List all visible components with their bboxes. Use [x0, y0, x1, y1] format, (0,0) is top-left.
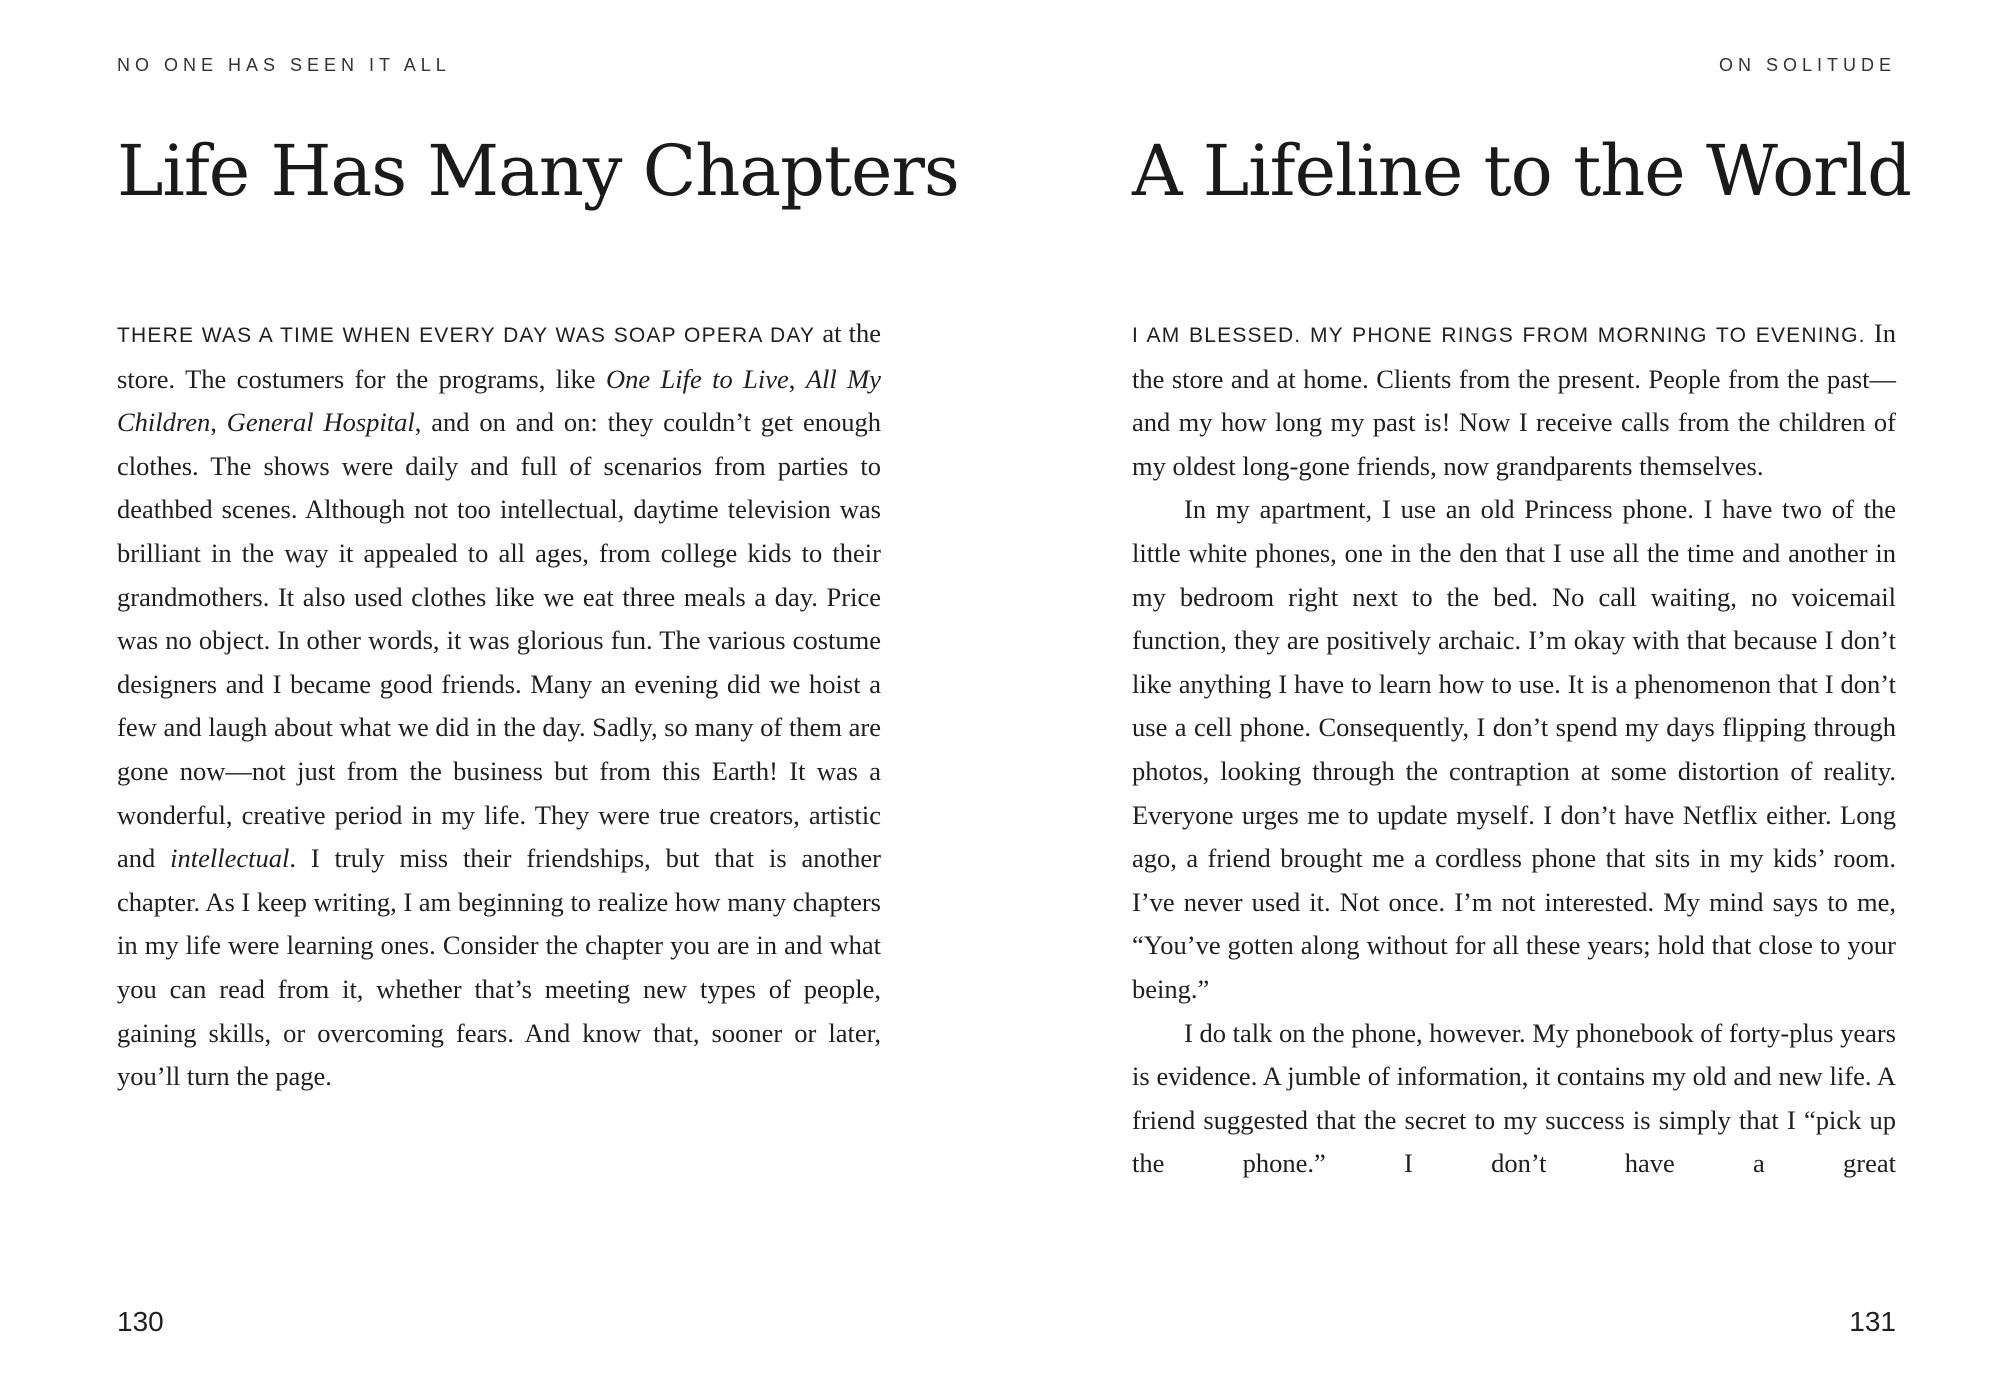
lead-in-caps: THERE WAS A TIME WHEN EVERY DAY WAS SOAP OPERA DAY	[117, 324, 816, 347]
running-head: ON SOLITUDE	[1718, 55, 1896, 75]
right-page	[1132, 0, 1911, 1394]
italic-title: One Life to Live	[605, 363, 789, 394]
left-page	[117, 0, 959, 1394]
text-run: ,	[210, 407, 227, 438]
italic-word: intellectual	[170, 843, 290, 874]
text-run: at the store. The costumers for the programs, like	[117, 318, 881, 394]
text-run: , and on and on: they couldn’t get enough clothes. The shows were daily and full of scenarios from parties to deathbed scenes. Although not too intellectual, daytime television was brilliant in the way it appealed to all ages, from college kids to their grandmothers. It also used clothes like we eat three meals a day. Price was no object. In other words, it was glorious fun. The various costume designers and I became good friends. Many an evening did we hoist a few and laugh about what we did in the day. Sadly, so many of them are gone now—not just from the business but from this Earth! It was a wonderful, creative period in my life. They were true creators, artistic and	[117, 407, 882, 874]
page-number: 131	[1849, 1306, 1896, 1337]
paragraph: In my apartment, I use an old Princess phone. I have two of the little white phones, one in the den that I use all the time and another in my bedroom right next to the bed. No call waiting, no voicemail function, they are positively archaic. I’m okay with that because I don’t like anything I have to learn how to use. It is a phenomenon that I don’t use a cell phone. Consequently, I don’t spend my days flipping through photos, looking through the contraption at some distortion of reality. Everyone urges me to update myself. I don’t have Netflix either. Long ago, a friend brought me a cordless phone that sits in my kids’ room. I’ve never used it. Not once. I’m not interested. My mind says to me, “You’ve gotten along without for all these years; hold that close to your being.”	[1132, 494, 1896, 1004]
paragraph: I do talk on the phone, however. My phonebook of forty-plus years is evidence. A jumble of information, it contains my old and new life. A friend suggested that the secret to my success is simply that I “pick up the phone.” I don’t have a great	[1132, 1017, 1896, 1179]
chapter-title: A Lifeline to the World	[1132, 130, 1911, 212]
running-head: NO ONE HAS SEEN IT ALL	[117, 55, 451, 75]
text-run: . I truly miss their friendships, but that is another chapter. As I keep writing, I am beginning to realize how many chapters in my life were learning ones. Consider the chapter you are in and what you can read from it, whether that’s meeting new types of people, gaining skills, or overcoming fears. And know that, sooner or later, you’ll turn the page.	[117, 843, 881, 1092]
body-text	[117, 312, 881, 1099]
paragraph	[117, 312, 881, 1099]
text-run: ,	[788, 363, 806, 394]
lead-in-caps: I AM BLESSED. MY PHONE RINGS FROM MORNING TO EVENING.	[1132, 324, 1866, 347]
page-number: 130	[117, 1306, 164, 1337]
text-run: In the store and at home. Clients from the present. People from the past—and my how long my past is! Now I receive calls from the children of my oldest long-gone friends, now grandparents themselves.	[1132, 318, 1896, 481]
body-text	[1132, 312, 1896, 1186]
italic-title: General Hospital	[226, 407, 415, 438]
italic-title: All My Children	[117, 363, 882, 438]
chapter-title: Life Has Many Chapters	[117, 130, 959, 212]
paragraph	[1132, 312, 1896, 488]
